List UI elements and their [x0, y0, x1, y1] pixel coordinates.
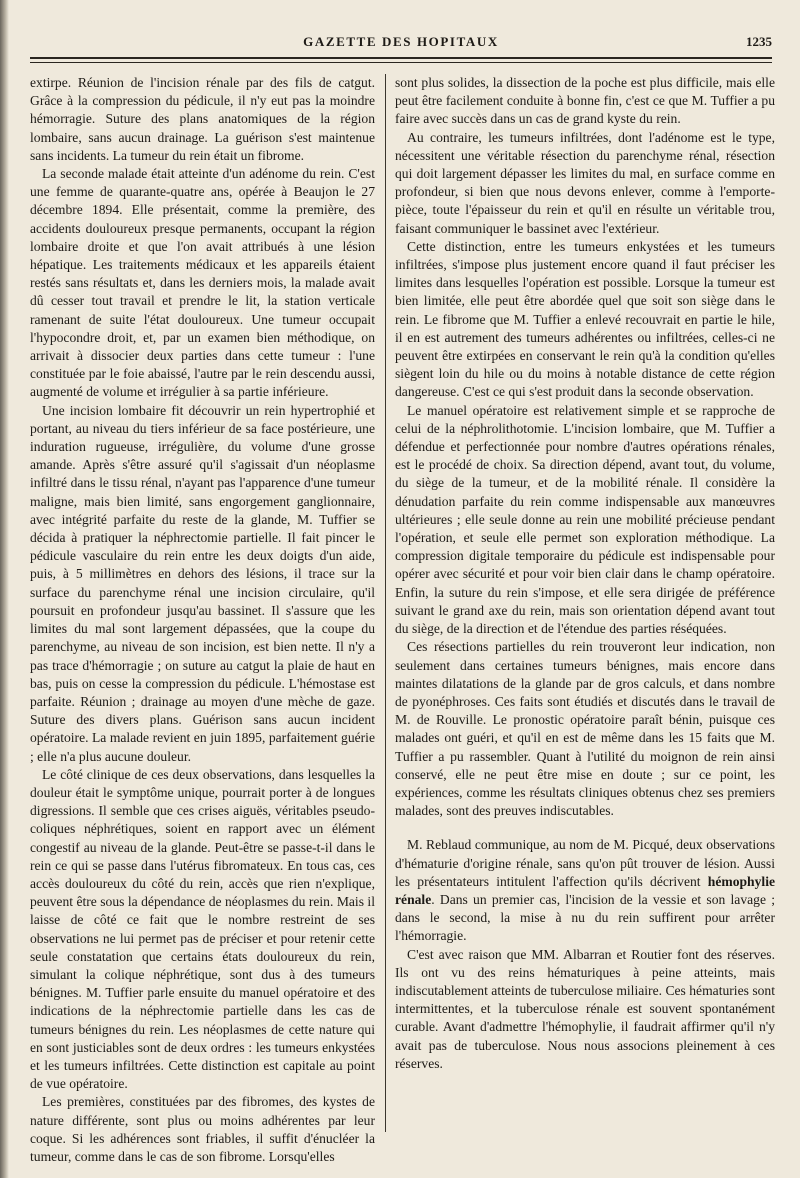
page-header: [30, 34, 772, 54]
right-column: [395, 74, 775, 1073]
journal-title: GAZETTE DES HOPITAUX: [303, 34, 499, 49]
column-divider: [385, 74, 386, 1132]
paragraph: La seconde malade était atteinte d'un adénome du rein. C'est une femme de quarante-quatre ans, opérée à Beaujon le 27 décembre 1894. Elle présentait, comme la première, des accidents douloureux presque permanents, occupant la région lombaire droite et que l'on avait attribués à une lésion hépatique. Les traitements médicaux et les appareils étaient restés sans résultats et, dans les derniers mois, la malade avait dû cesser tout travail et prendre le lit, la station verticale ramenant de suite l'état douloureux. Une tumeur occupait l'hypocondre droit, et, par un examen bien méthodique, on arrivait à dissocier deux parties dans cette tumeur : l'une constituée par le foie abaissé, l'autre par le rein descendu aussi, augmenté de volume et irrégulier à sa partie inférieure.: [30, 166, 375, 400]
text-run: . Dans un premier cas, l'incision de la vessie et son lavage ; dans le second, la mise à nu du rein suffirent pour arrêter l'hémorragie.: [395, 891, 775, 944]
paragraph: Les premières, constituées par des fibromes, des kystes de nature différente, sont plus ou moins adhérentes par leur coque. Si les adhérences sont friables, il suffit d'énucléer la tumeur, comme dans le cas de son fibrome. Lorsqu'elles: [30, 1094, 375, 1164]
paragraph: Cette distinction, entre les tumeurs enkystées et les tumeurs infiltrées, s'impose plus justement encore quand il faut préciser les limites dans lesquelles l'opération est possible. Lorsque la tumeur est bien limitée, elle peut être abordée quel que soit son siège dans le rein. Le fibrome que M. Tuffier a enlevé recouvrait en partie le hile, il en est autrement des tumeurs adhérentes ou infiltrées, celles-ci ne peuvent être extirpées en conservant le rein qu'à la condition qu'elles siègent loin du hile ou du moins à notable distance de cette région dangereuse. C'est ce qui s'est produit dans la seconde observation.: [395, 238, 775, 400]
paragraph: Une incision lombaire fit découvrir un rein hypertrophié et portant, au niveau du tiers inférieur de sa face postérieure, une induration rugueuse, irrégulière, du volume d'une grosse amande. Après s'être assuré qu'il s'agissait d'un néoplasme infiltré dans le tissu rénal, n'ayant pas l'apparence d'une tumeur maligne, mais bien limité, sans engorgement ganglionnaire, avec intégrité parfaite du reste de la glande, M. Tuffier se décida à pratiquer la néphrectomie partielle. Il fait pincer le pédicule vasculaire du rein entre les deux doigts d'un aide, puis, à 5 millimètres en dehors des lésions, il trace sur la surface du parenchyme rénal une incision circulaire, qu'il poursuit en profondeur jusqu'au bassinet. Il s'assure que les limites du mal sont largement dépassées, que la coupe du parenchyme, au niveau de son incision, est bien nette. Il n'y a pas trace d'hémorragie ; on suture au catgut la plaie de haut en bas, puis on cesse la compression du pédicule. L'hémostase est parfaite. Réunion ; drainage au moyen d'une mèche de gaze. Suture des divers plans. Guérison sans aucun incident opératoire. La malade revient en juin 1895, parfaitement guérie ; elle n'a plus aucune douleur.: [30, 402, 375, 764]
page-number: 1235: [746, 34, 772, 49]
header-rule-thick: [30, 57, 772, 59]
bold-term: hémophylie rénale: [395, 873, 775, 907]
left-column: [30, 74, 375, 1166]
paragraph: sont plus solides, la dissection de la poche est plus difficile, mais elle peut être facilement conduite à bonne fin, c'est ce que M. Tuffier a pu faire avec succès dans un cas de grand kyste du rein.: [395, 75, 775, 127]
paragraph: extirpe. Réunion de l'incision rénale par des fils de catgut. Grâce à la compression du pédicule, il n'y eut pas la moindre hémorragie. Suture des plans anatomiques de la région lombaire, sans aucun drainage. La guérison s'est maintenue sans incidents. La tumeur du rein était un fibrome.: [30, 75, 375, 163]
paragraph: C'est avec raison que MM. Albarran et Routier font des réserves. Ils ont vu des reins hématuriques à peine atteints, mais indiscutablement atteints de tuberculose miliaire. Ces hématuries sont intermittentes, et la tuberculose rénale est souvent spontanément curable. Avant d'admettre l'hémophylie, il faudrait affirmer qu'il n'y avait pas de tuberculose. Nous nous associons pleinement à ces réserves.: [395, 946, 775, 1071]
paragraph: [395, 836, 775, 945]
binding-edge: [0, 0, 9, 1178]
paragraph: Le côté clinique de ces deux observations, dans lesquelles la douleur était le symptôme unique, pourrait porter à de longues digressions. Il semble que ces crises aiguës, véritables pseudo-coliques néphrétiques, soient en rapport avec un élément congestif au niveau de la glande. Peut-être se passe-t-il dans le rein ce qui se passe dans l'utérus fibromateux. En tous cas, ces accès douloureux du côté du rein, accès que rien n'explique, peuvent être sous la dépendance de néoplasmes du rein. Mais il laisse de côté ce fait que le nombre restreint de ses observations ne lui permet pas de préciser et pour retenir cette seule constatation que certains états douloureux du rein, simulant la colique néphrétique, sont dus à des tumeurs bénignes. M. Tuffier parle ensuite du manuel opératoire et des indications de la néphrectomie partielle dans les cas de tumeurs bénignes du rein. Les néoplasmes de cette nature qui en sont justiciables sont de deux ordres : les tumeurs enkystées et les tumeurs infiltrées. Cette distinction est capitale au point de vue opératoire.: [30, 766, 375, 1092]
header-rule-thin: [30, 62, 772, 63]
text-run: M. Reblaud communique, au nom de M. Picqué, deux observations d'hématurie d'origine rénale, sans qu'on pût trouver de lésion. Aussi les présentateurs intitulent l'affection qu'ils décrivent: [395, 837, 775, 889]
paragraph: Au contraire, les tumeurs infiltrées, dont l'adénome est le type, nécessitent une véritable résection du parenchyme rénal, résection qui doit largement dépasser les limites du mal, en surface comme en profondeur, si bien que nous devons enlever, comme à l'emporte-pièce, toute l'épaisseur du rein et qu'il en résulte un véritable trou, faisant communiquer le bassinet avec l'extérieur.: [395, 129, 775, 236]
paragraph: Le manuel opératoire est relativement simple et se rapproche de celui de la néphrolithotomie. L'incision lombaire, que M. Tuffier a défendue et perfectionnée pour nombre d'autres opérations rénales, est le procédé de choix. Sa direction dépend, avant tout, du volume, du siège de la tumeur, et de la mobilité rénale. Il considère la dénudation parfaite du rein comme indispensable aux manœuvres ultérieures ; elle seule donne au rein une mobilité précieuse pendant l'opération, et seule elle permet son exploration méthodique. La compression digitale temporaire du pédicule est indispensable pour opérer avec sécurité et pour voir bien clair dans le champ opératoire. Enfin, la suture du rein s'impose, et elle sera dirigée de préférence suivant le grand axe du rein, mais son orientation dépend avant tout du siège, de la direction et de l'étendue des parties réséquées.: [395, 402, 775, 637]
paragraph: Ces résections partielles du rein trouveront leur indication, non seulement dans certaines tumeurs bénignes, mais encore dans maintes dilatations de la glande par de gros calculs, et dans nombre de pyonéphroses. Ces faits sont étudiés et discutés dans le travail de M. de Rouville. Le pronostic opératoire paraît bénin, puisque ces malades ont guéri, et qu'il en est de même dans les 15 faits que M. Tuffier a pu rassembler. Quant à l'utilité du moignon de rein ainsi conservé, elle ne peut être mise en doute ; sur ce point, les expériences, comme les résultats cliniques obtenus chez ses premiers malades, sont des preuves indiscutables.: [395, 639, 775, 819]
